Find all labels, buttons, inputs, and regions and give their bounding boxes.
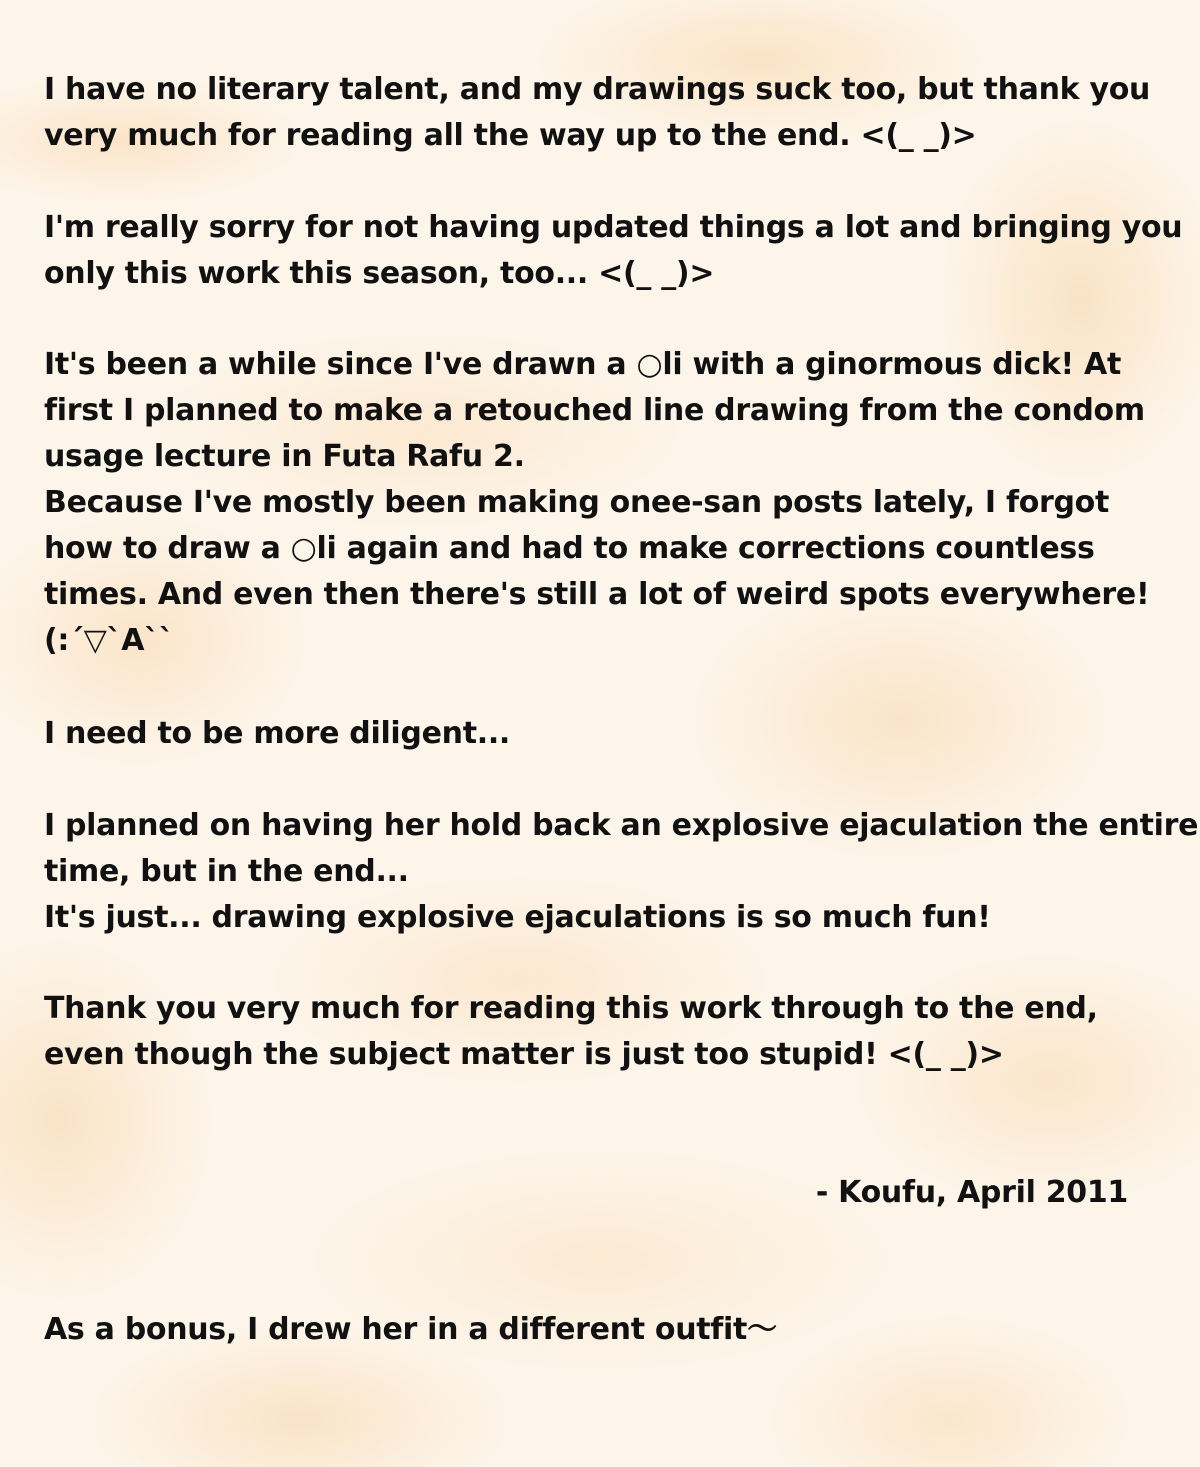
- text-line: As a bonus, I drew her in a different outfit〜: [44, 1312, 777, 1347]
- text-line: It's just... drawing explosive ejaculations is so much fun!: [44, 900, 991, 935]
- paragraph-closing-thanks: [44, 986, 1164, 1078]
- text-line: I'm really sorry for not having updated things a lot and bringing you: [44, 210, 1183, 245]
- text-line: Because I've mostly been making onee-san posts lately, I forgot: [44, 485, 1110, 520]
- text-line: times. And even then there's still a lot of weird spots everywhere!: [44, 577, 1150, 612]
- text-line: I need to be more diligent...: [44, 716, 511, 751]
- text-line: usage lecture in Futa Rafu 2.: [44, 439, 525, 474]
- paragraph-ending-notes: [44, 803, 1199, 941]
- text-line: even though the subject matter is just too stupid! <(_ _)>: [44, 1037, 1004, 1072]
- paragraph-drawing-notes: [44, 342, 1164, 664]
- text-line: Thank you very much for reading this work through to the end,: [44, 991, 1098, 1026]
- text-line: It's been a while since I've drawn a ○li with a ginormous dick! At: [44, 347, 1122, 382]
- signature: - Koufu, April 2011: [815, 1175, 1128, 1210]
- bonus-note: [44, 1307, 1164, 1353]
- text-line: first I planned to make a retouched line drawing from the condom: [44, 393, 1145, 428]
- text-line: (:´▽`A``: [44, 623, 174, 658]
- text-line: very much for reading all the way up to the end. <(_ _)>: [44, 118, 977, 153]
- text-line: I have no literary talent, and my drawings suck too, but thank you: [44, 72, 1151, 107]
- text-line: how to draw a ○li again and had to make corrections countless: [44, 531, 1095, 566]
- paragraph-thanks: [44, 67, 1164, 159]
- paragraph-diligent: [44, 711, 1164, 757]
- text-line: only this work this season, too... <(_ _)>: [44, 256, 715, 291]
- text-line: I planned on having her hold back an explosive ejaculation the entire: [44, 808, 1199, 843]
- paragraph-apology: [44, 205, 1183, 297]
- text-line: time, but in the end...: [44, 854, 409, 889]
